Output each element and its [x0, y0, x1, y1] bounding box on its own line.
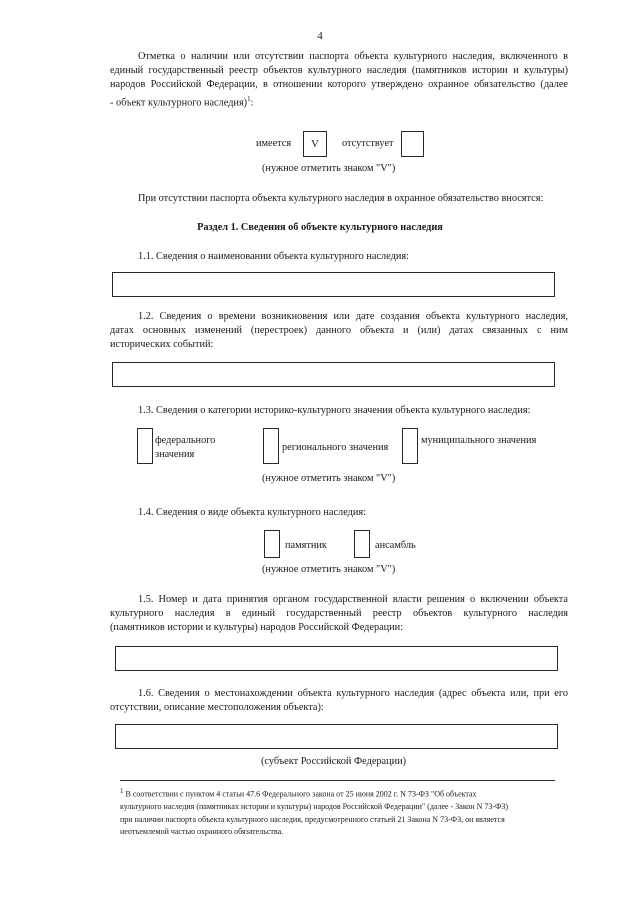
- category-hint: (нужное отметить знаком "V"): [262, 473, 396, 484]
- footnote-line: $^1$ В соответствии с пунктом 4 статьи 47.6 Федерального закона от 25 июня 2002 г. N 73-ФЗ "Об объектах: [120, 787, 477, 799]
- s1-1-name-field[interactable]: [112, 272, 555, 297]
- intro-line: единый государственный реестр объектов культурного наследия (памятников истории и культуры): [110, 65, 568, 76]
- footnote-number: 1: [120, 787, 124, 795]
- s1-2-line: датах основных изменений (перестроек) данного объекта и (или) датах связанных с ним: [110, 325, 568, 336]
- s1-6-paragraph: [110, 687, 568, 715]
- footnote-line: культурного наследия (памятниках истории и культуры) народов Российской Федерации" (далее - Закон N 73-ФЗ): [120, 802, 509, 812]
- s1-4-label: 1.4. Сведения о виде объекта культурного наследия:: [138, 507, 366, 518]
- s1-2-dates-field[interactable]: [112, 362, 555, 387]
- intro-line: Отметка о наличии или отсутствии паспорта объекта культурного наследия, включенного в: [138, 51, 568, 62]
- passport-hint: (нужное отметить знаком "V"): [262, 163, 396, 174]
- s1-5-line: 1.5. Номер и дата принятия органом государственной власти решения о включении объекта: [138, 594, 568, 605]
- s1-3-label: 1.3. Сведения о категории историко-культурного значения объекта культурного наследия:: [138, 405, 531, 416]
- footnote-separator: [120, 780, 555, 781]
- type-monument-checkbox[interactable]: [264, 530, 280, 558]
- s1-6-line: 1.6. Сведения о местонахождении объекта культурного наследия (адрес объекта или, при его: [138, 688, 568, 699]
- s1-2-line: 1.2. Сведения о времени возникновения или дате создания объекта культурного наследия,: [138, 311, 568, 322]
- s1-6-caption: (субъект Российской Федерации): [261, 756, 407, 767]
- s1-5-line: (памятников истории и культуры) народов Российской Федерации:: [110, 622, 404, 633]
- type-hint: (нужное отметить знаком "V"): [262, 564, 396, 575]
- absence-note: При отсутствии паспорта объекта культурного наследия в охранное обязательство вносятся:: [138, 193, 544, 204]
- footnote: [120, 785, 558, 839]
- category-municipal-label: муниципального значения: [421, 435, 537, 446]
- type-monument-label: памятник: [285, 540, 327, 551]
- passport-exists-label: имеется: [256, 138, 292, 149]
- footnote-line: неотъемлемой частью охранного обязательства.: [120, 827, 284, 837]
- category-federal-checkbox[interactable]: [137, 428, 153, 464]
- intro-line: народов Российской Федерации, в отношении которого утверждено охранное обязательство (далее: [110, 79, 568, 90]
- intro-paragraph: [110, 50, 568, 110]
- type-ensemble-checkbox[interactable]: [354, 530, 370, 558]
- category-federal-label: значения: [155, 449, 195, 460]
- passport-absent-label: отсутствует: [342, 138, 394, 149]
- category-federal-label: федерального: [155, 435, 216, 446]
- s1-1-label: 1.1. Сведения о наименовании объекта культурного наследия:: [138, 251, 409, 262]
- footnote-line: при наличии паспорта объекта культурного наследия, предусмотренного статьей 21 Закона N 73-ФЗ, он является: [120, 814, 505, 824]
- intro-line: - объект культурного наследия)$^1$:: [110, 95, 254, 109]
- s1-2-line: исторических событий:: [110, 339, 214, 350]
- s1-6-line: отсутствии, описание местоположения объекта):: [110, 702, 324, 713]
- category-regional-label: регионального значения: [282, 442, 389, 453]
- type-ensemble-label: ансамбль: [375, 540, 416, 551]
- category-regional-checkbox[interactable]: [263, 428, 279, 464]
- s1-2-paragraph: [110, 310, 568, 352]
- footnote-ref: 1: [247, 95, 251, 103]
- s1-5-decision-field[interactable]: [115, 646, 558, 671]
- passport-absent-checkbox[interactable]: [401, 131, 424, 157]
- s1-6-address-field[interactable]: [115, 724, 558, 749]
- passport-exists-checkbox[interactable]: V: [303, 131, 327, 157]
- s1-5-paragraph: [110, 593, 568, 635]
- page-number: 4: [317, 30, 323, 42]
- category-municipal-checkbox[interactable]: [402, 428, 418, 464]
- section-1-title: Раздел 1. Сведения об объекте культурного наследия: [197, 222, 443, 233]
- s1-5-line: культурного наследия в единый государственный реестр объектов культурного наследия: [110, 608, 568, 619]
